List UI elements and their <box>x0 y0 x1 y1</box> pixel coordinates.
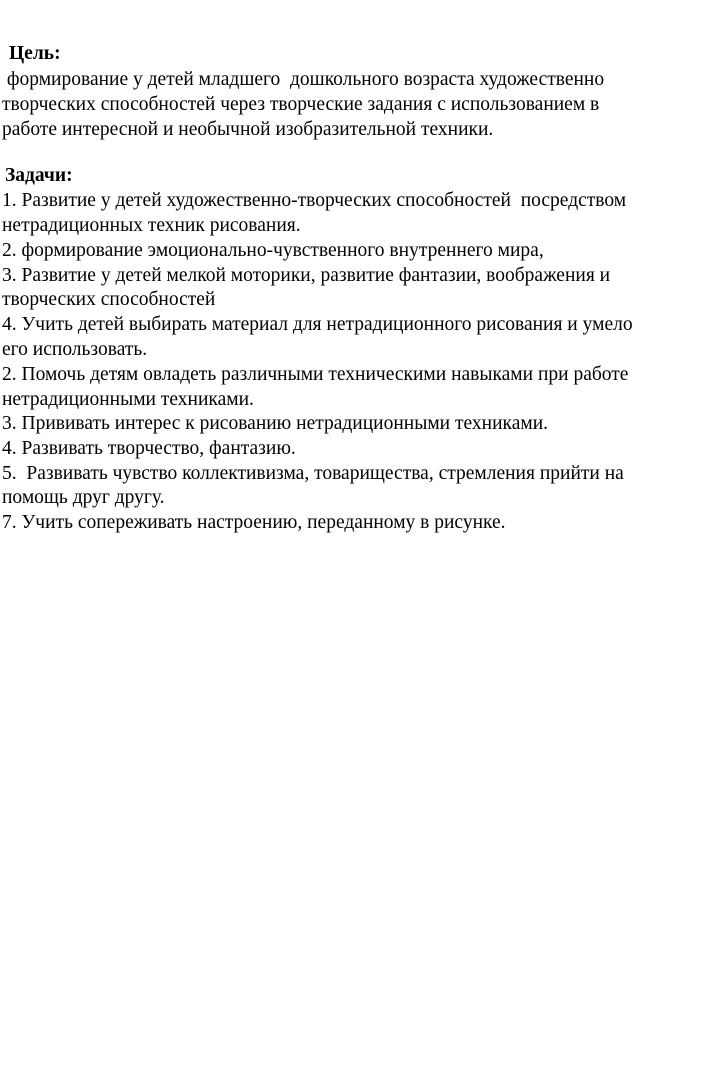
task-line: 4. Учить детей выбирать материал для нетрадиционного рисования и умело <box>2 314 633 335</box>
goal-line: работе интересной и необычной изобразительной техники. <box>2 119 494 140</box>
task-line: 1. Развитие у детей художественно-творческих способностей посредством <box>2 190 627 211</box>
task-line: творческих способностей <box>2 289 216 310</box>
task-line: 2. формирование эмоционально-чувственного внутреннего мира, <box>2 240 544 261</box>
task-line: нетрадиционными техниками. <box>2 389 254 410</box>
goal-line: творческих способностей через творческие задания с использованием в <box>2 94 600 115</box>
task-line: 7. Учить сопереживать настроению, переданному в рисунке. <box>2 512 506 533</box>
goal-heading: Цель: <box>9 43 61 64</box>
tasks-heading: Задачи: <box>5 165 73 186</box>
goal-line: формирование у детей младшего дошкольного возраста художественно <box>2 69 605 90</box>
task-line: его использовать. <box>2 339 148 360</box>
task-line: 3. Развитие у детей мелкой моторики, развитие фантазии, воображения и <box>2 265 611 286</box>
task-line: 5. Развивать чувство коллективизма, товарищества, стремления прийти на <box>2 463 624 484</box>
task-line: 2. Помочь детям овладеть различными техническими навыками при работе <box>2 364 629 385</box>
task-line: помощь друг другу. <box>2 487 165 508</box>
task-line: 3. Прививать интерес к рисованию нетрадиционными техниками. <box>2 413 549 434</box>
task-line: нетрадиционных техник рисования. <box>2 215 301 236</box>
task-line: 4. Развивать творчество, фантазию. <box>2 438 296 459</box>
